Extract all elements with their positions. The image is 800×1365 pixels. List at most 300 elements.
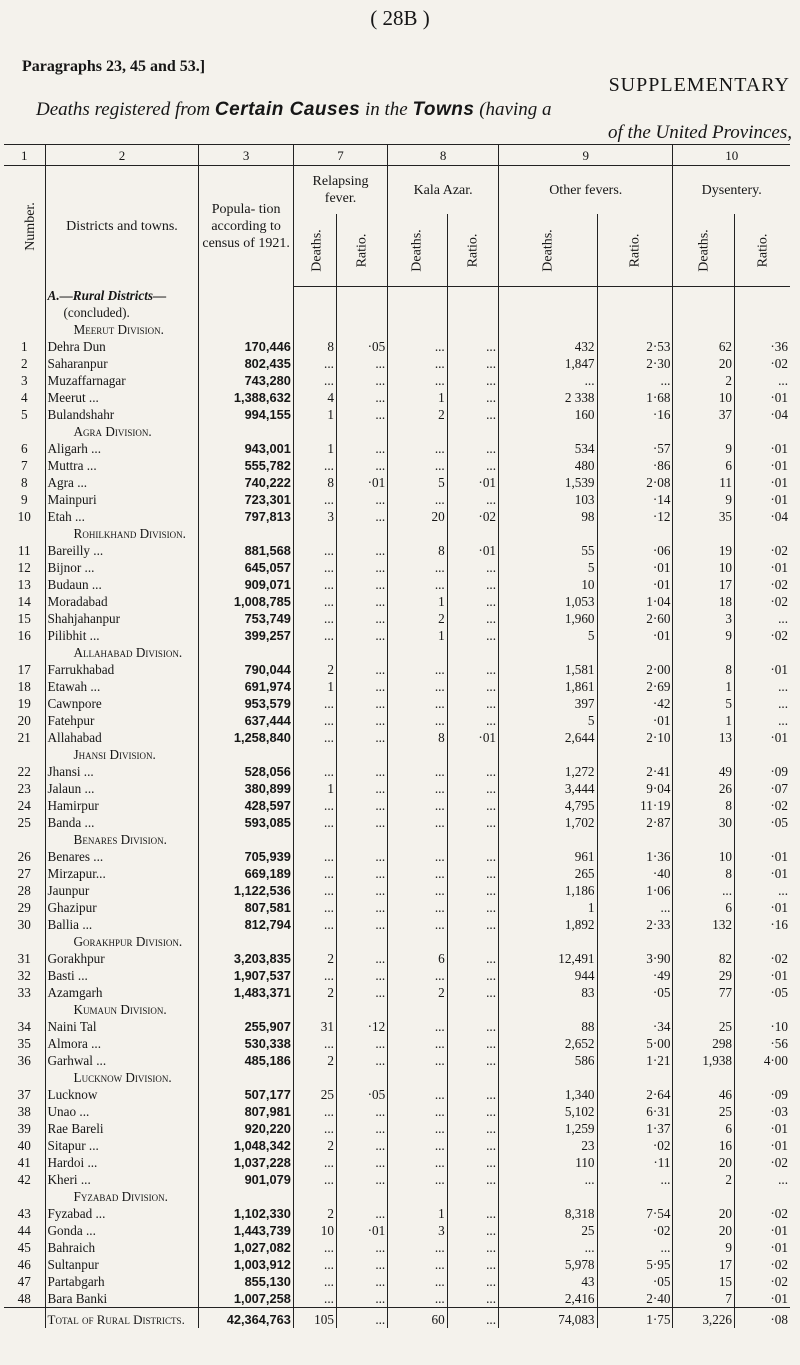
dysentery-ratio: ·07 <box>735 780 791 797</box>
other-fevers-ratio: ... <box>597 372 673 389</box>
dysentery-deaths: 1,938 <box>673 1052 735 1069</box>
dysentery-ratio: ... <box>735 372 791 389</box>
district-name: Cawnpore <box>45 695 199 712</box>
kala-azar-deaths: ... <box>388 848 448 865</box>
ratio-subheader: Ratio. <box>447 214 498 287</box>
kala-azar-deaths: ... <box>388 440 448 457</box>
table-row <box>4 984 790 1001</box>
dysentery-deaths: 10 <box>673 389 735 406</box>
relapsing-deaths: 2 <box>293 950 336 967</box>
dysentery-deaths: 1 <box>673 678 735 695</box>
row-number: 37 <box>17 1086 31 1102</box>
population: 953,579 <box>199 695 293 712</box>
kala-azar-deaths: ... <box>388 797 448 814</box>
district-name: Rae Bareli <box>45 1120 199 1137</box>
district-name: Pilibhit ... <box>45 627 199 644</box>
kala-azar-ratio: ·01 <box>447 729 498 746</box>
other-fevers-deaths: 961 <box>499 848 598 865</box>
kala-azar-deaths: 2 <box>388 610 448 627</box>
kala-azar-ratio: ... <box>447 797 498 814</box>
table-row <box>4 1239 790 1256</box>
kala-azar-ratio: ... <box>447 712 498 729</box>
relapsing-ratio: ... <box>336 1035 387 1052</box>
relapsing-ratio: ... <box>336 984 387 1001</box>
relapsing-ratio: ... <box>336 1239 387 1256</box>
kala-azar-ratio: ... <box>447 576 498 593</box>
dysentery-deaths: ... <box>673 882 735 899</box>
table-row <box>4 559 790 576</box>
ratio-subheader: Ratio. <box>597 214 673 287</box>
district-name: Basti ... <box>45 967 199 984</box>
relapsing-deaths: ... <box>293 763 336 780</box>
row-number: 16 <box>17 627 31 643</box>
column-number: 3 <box>199 145 293 166</box>
kala-azar-deaths: ... <box>388 780 448 797</box>
table-row <box>4 797 790 814</box>
population: 1,388,632 <box>199 389 293 406</box>
row-number <box>4 525 45 542</box>
other-fevers-ratio: ·40 <box>597 865 673 882</box>
other-fevers-deaths: 88 <box>499 1018 598 1035</box>
row-number: 48 <box>17 1290 31 1306</box>
dysentery-ratio: ·03 <box>735 1103 791 1120</box>
district-name: Dehra Dun <box>45 338 199 355</box>
relapsing-deaths: 8 <box>293 338 336 355</box>
relapsing-ratio: ... <box>336 355 387 372</box>
dysentery-deaths: 20 <box>673 1154 735 1171</box>
row-number <box>4 933 45 950</box>
kala-azar-deaths: ... <box>388 1018 448 1035</box>
other-fevers-ratio: 2·08 <box>597 474 673 491</box>
dysentery-ratio: ... <box>735 712 791 729</box>
dysentery-deaths: 49 <box>673 763 735 780</box>
dysentery-ratio: ·05 <box>735 984 791 1001</box>
dysentery-ratio: ·01 <box>735 559 791 576</box>
kala-azar-deaths: ... <box>388 695 448 712</box>
other-fevers-ratio: 2·33 <box>597 916 673 933</box>
relapsing-ratio: ... <box>336 389 387 406</box>
relapsing-ratio: ... <box>336 457 387 474</box>
other-fevers-ratio: 7·54 <box>597 1205 673 1222</box>
relapsing-ratio: ... <box>336 1120 387 1137</box>
table-row <box>4 899 790 916</box>
row-number: 26 <box>17 848 31 864</box>
relapsing-deaths: ... <box>293 1171 336 1188</box>
division-name: Jhansi Division. <box>45 746 199 763</box>
kala-azar-ratio: ... <box>447 848 498 865</box>
dysentery-ratio: ·01 <box>735 457 791 474</box>
other-fevers-ratio: ... <box>597 1171 673 1188</box>
row-number: 22 <box>17 763 31 779</box>
relapsing-ratio: ... <box>336 406 387 423</box>
relapsing-deaths: 2 <box>293 1052 336 1069</box>
dysentery-deaths: 29 <box>673 967 735 984</box>
row-number: 24 <box>17 797 31 813</box>
kala-azar-ratio: ... <box>447 1018 498 1035</box>
kala-azar-ratio: ... <box>447 1137 498 1154</box>
other-fevers-deaths: 2,652 <box>499 1035 598 1052</box>
dysentery-ratio: ·02 <box>735 593 791 610</box>
population: 1,003,912 <box>199 1256 293 1273</box>
population: 170,446 <box>199 338 293 355</box>
other-fevers-ratio: ·06 <box>597 542 673 559</box>
population: 743,280 <box>199 372 293 389</box>
other-fevers-ratio: 1·04 <box>597 593 673 610</box>
other-fevers-deaths: 397 <box>499 695 598 712</box>
row-number: 30 <box>17 916 31 932</box>
district-name: Shahjahanpur <box>45 610 199 627</box>
relapsing-ratio: ... <box>336 848 387 865</box>
other-fevers-ratio: ·34 <box>597 1018 673 1035</box>
kala-azar-ratio: ... <box>447 1052 498 1069</box>
dysentery-deaths: 18 <box>673 593 735 610</box>
dysentery-ratio: ·01 <box>735 1120 791 1137</box>
population: 901,079 <box>199 1171 293 1188</box>
relapsing-ratio: ... <box>336 508 387 525</box>
dysentery-header: Dysentery. <box>673 166 790 215</box>
dysentery-deaths: 37 <box>673 406 735 423</box>
relapsing-deaths: ... <box>293 576 336 593</box>
other-fevers-deaths: 2,416 <box>499 1290 598 1308</box>
row-number: 19 <box>17 695 31 711</box>
other-fevers-deaths: 10 <box>499 576 598 593</box>
other-fevers-ratio: 1·75 <box>597 1307 673 1328</box>
kala-azar-deaths: ... <box>388 916 448 933</box>
district-name: Budaun ... <box>45 576 199 593</box>
row-number: 7 <box>20 457 28 473</box>
division-name: Rohilkhand Division. <box>45 525 199 542</box>
other-fevers-deaths: 1,892 <box>499 916 598 933</box>
relapsing-ratio: ... <box>336 1103 387 1120</box>
kala-azar-ratio: ... <box>447 338 498 355</box>
table-row <box>4 610 790 627</box>
division-header-row <box>4 831 790 848</box>
relapsing-ratio: ... <box>336 950 387 967</box>
other-fevers-ratio: ·01 <box>597 627 673 644</box>
other-fevers-deaths: 5,102 <box>499 1103 598 1120</box>
dysentery-deaths: 35 <box>673 508 735 525</box>
division-header-row <box>4 1069 790 1086</box>
deaths-subheader: Deaths. <box>388 214 448 287</box>
other-fevers-deaths: 1,340 <box>499 1086 598 1103</box>
other-fevers-deaths: 4,795 <box>499 797 598 814</box>
dysentery-deaths: 10 <box>673 559 735 576</box>
district-name: Ballia ... <box>45 916 199 933</box>
other-fevers-deaths: 43 <box>499 1273 598 1290</box>
other-fevers-deaths: 1,272 <box>499 763 598 780</box>
district-name: Etah ... <box>45 508 199 525</box>
relapsing-ratio: ... <box>336 780 387 797</box>
district-name: Bara Banki <box>45 1290 199 1308</box>
relapsing-ratio: ·01 <box>336 474 387 491</box>
other-fevers-deaths: 1,861 <box>499 678 598 695</box>
dysentery-ratio: ·09 <box>735 1086 791 1103</box>
row-number: 34 <box>17 1018 31 1034</box>
dysentery-ratio: ·56 <box>735 1035 791 1052</box>
other-fevers-deaths: 2 338 <box>499 389 598 406</box>
dysentery-deaths: 25 <box>673 1018 735 1035</box>
population: 723,301 <box>199 491 293 508</box>
other-fevers-deaths: 98 <box>499 508 598 525</box>
population: 645,057 <box>199 559 293 576</box>
population: 807,981 <box>199 1103 293 1120</box>
dysentery-deaths: 1 <box>673 712 735 729</box>
kala-azar-deaths: ... <box>388 1239 448 1256</box>
relapsing-deaths: ... <box>293 1154 336 1171</box>
other-fevers-deaths: ... <box>499 372 598 389</box>
kala-azar-ratio: ... <box>447 457 498 474</box>
kala-azar-ratio: ... <box>447 1154 498 1171</box>
district-name: Ghazipur <box>45 899 199 916</box>
table-row <box>4 389 790 406</box>
dysentery-ratio: 4·00 <box>735 1052 791 1069</box>
kala-azar-ratio: ... <box>447 899 498 916</box>
district-name: Garhwal ... <box>45 1052 199 1069</box>
row-number: 45 <box>17 1239 31 1255</box>
relapsing-ratio: ... <box>336 610 387 627</box>
population: 637,444 <box>199 712 293 729</box>
relapsing-deaths: ... <box>293 457 336 474</box>
division-name: Kumaun Division. <box>45 1001 199 1018</box>
kala-azar-ratio: ... <box>447 559 498 576</box>
ratio-subheader: Ratio. <box>336 214 387 287</box>
kala-azar-ratio: ·01 <box>447 474 498 491</box>
dysentery-deaths: 30 <box>673 814 735 831</box>
district-name: Muzaffarnagar <box>45 372 199 389</box>
other-fevers-deaths: 103 <box>499 491 598 508</box>
district-name: Mainpuri <box>45 491 199 508</box>
kala-azar-deaths: ... <box>388 661 448 678</box>
district-name: Agra ... <box>45 474 199 491</box>
population: 42,364,763 <box>199 1307 293 1328</box>
dysentery-ratio: ·01 <box>735 1137 791 1154</box>
dysentery-ratio: ... <box>735 882 791 899</box>
kala-azar-deaths: ... <box>388 1171 448 1188</box>
kala-azar-ratio: ... <box>447 984 498 1001</box>
other-fevers-deaths: ... <box>499 1171 598 1188</box>
other-fevers-deaths: 5 <box>499 559 598 576</box>
other-fevers-ratio: 2·64 <box>597 1086 673 1103</box>
table-row <box>4 1256 790 1273</box>
relapsing-deaths: ... <box>293 1256 336 1273</box>
dysentery-deaths: 20 <box>673 355 735 372</box>
division-header-row <box>4 525 790 542</box>
population: 1,037,228 <box>199 1154 293 1171</box>
population: 943,001 <box>199 440 293 457</box>
relapsing-deaths: ... <box>293 627 336 644</box>
kala-azar-deaths: ... <box>388 1137 448 1154</box>
other-fevers-deaths: 1,960 <box>499 610 598 627</box>
district-name: Saharanpur <box>45 355 199 372</box>
population: 797,813 <box>199 508 293 525</box>
other-fevers-ratio: 5·95 <box>597 1256 673 1273</box>
deaths-subheader: Deaths. <box>673 214 735 287</box>
dysentery-ratio: ·05 <box>735 814 791 831</box>
relapsing-deaths: ... <box>293 1239 336 1256</box>
population: 994,155 <box>199 406 293 423</box>
dysentery-deaths: 132 <box>673 916 735 933</box>
other-fevers-ratio: 2·00 <box>597 661 673 678</box>
kala-azar-ratio: ·01 <box>447 542 498 559</box>
other-fevers-ratio: 2·69 <box>597 678 673 695</box>
dysentery-deaths: 3 <box>673 610 735 627</box>
dysentery-ratio: ·02 <box>735 542 791 559</box>
other-fevers-deaths: 8,318 <box>499 1205 598 1222</box>
row-number: 15 <box>17 610 31 626</box>
kala-azar-deaths: 5 <box>388 474 448 491</box>
other-fevers-ratio: ·12 <box>597 508 673 525</box>
kala-azar-deaths: 2 <box>388 984 448 1001</box>
dysentery-ratio: ·02 <box>735 1256 791 1273</box>
district-name: Allahabad <box>45 729 199 746</box>
column-number-row <box>4 145 790 166</box>
relapsing-ratio: ·01 <box>336 1222 387 1239</box>
other-fevers-deaths: 432 <box>499 338 598 355</box>
relapsing-deaths: 10 <box>293 1222 336 1239</box>
number-header: Number. <box>22 201 38 251</box>
relapsing-deaths: ... <box>293 916 336 933</box>
row-number: 42 <box>17 1171 31 1187</box>
dysentery-ratio: ·02 <box>735 1273 791 1290</box>
kala-azar-ratio: ... <box>447 372 498 389</box>
other-fevers-deaths: 5 <box>499 712 598 729</box>
population: 1,048,342 <box>199 1137 293 1154</box>
district-name: Jhansi ... <box>45 763 199 780</box>
table-row <box>4 627 790 644</box>
population: 812,794 <box>199 916 293 933</box>
other-fevers-deaths: 1 <box>499 899 598 916</box>
table-row <box>4 763 790 780</box>
table-row <box>4 1035 790 1052</box>
kala-azar-ratio: ... <box>447 950 498 967</box>
relapsing-ratio: ... <box>336 1273 387 1290</box>
population: 740,222 <box>199 474 293 491</box>
relapsing-ratio: ... <box>336 627 387 644</box>
column-number: 1 <box>4 145 45 166</box>
table-row <box>4 474 790 491</box>
division-header-row <box>4 321 790 338</box>
dysentery-ratio: ·01 <box>735 491 791 508</box>
row-number: 3 <box>20 372 28 388</box>
table-row <box>4 950 790 967</box>
row-number <box>4 831 45 848</box>
population: 1,007,258 <box>199 1290 293 1308</box>
relapsing-ratio: ... <box>336 967 387 984</box>
page-number: ( 28B ) <box>370 6 430 30</box>
population: 593,085 <box>199 814 293 831</box>
kala-azar-deaths: 20 <box>388 508 448 525</box>
section-header-row <box>4 287 790 304</box>
other-fevers-ratio: 1·36 <box>597 848 673 865</box>
kala-azar-deaths: 1 <box>388 1205 448 1222</box>
dysentery-deaths: 5 <box>673 695 735 712</box>
row-number: 20 <box>17 712 31 728</box>
table-row <box>4 1154 790 1171</box>
table-row <box>4 372 790 389</box>
dysentery-ratio: ... <box>735 1171 791 1188</box>
other-fevers-deaths: 25 <box>499 1222 598 1239</box>
division-header-row <box>4 933 790 950</box>
other-fevers-ratio: ·02 <box>597 1137 673 1154</box>
dysentery-deaths: 26 <box>673 780 735 797</box>
dysentery-ratio: ·01 <box>735 440 791 457</box>
row-number: 44 <box>17 1222 31 1238</box>
other-fevers-deaths: 55 <box>499 542 598 559</box>
district-name: Kheri ... <box>45 1171 199 1188</box>
relapsing-ratio: ... <box>336 1154 387 1171</box>
relapsing-deaths: ... <box>293 559 336 576</box>
kala-azar-ratio: ... <box>447 1256 498 1273</box>
relapsing-deaths: ... <box>293 491 336 508</box>
relapsing-deaths: 31 <box>293 1018 336 1035</box>
division-name: Gorakhpur Division. <box>45 933 199 950</box>
dysentery-ratio: ... <box>735 610 791 627</box>
kala-azar-deaths: ... <box>388 1120 448 1137</box>
row-number: 43 <box>17 1205 31 1221</box>
kala-azar-deaths: ... <box>388 1052 448 1069</box>
other-fevers-ratio: 1·21 <box>597 1052 673 1069</box>
district-name: Jalaun ... <box>45 780 199 797</box>
dysentery-deaths: 2 <box>673 1171 735 1188</box>
population: 920,220 <box>199 1120 293 1137</box>
population-header: Popula- tion according to census of 1921. <box>199 166 293 287</box>
district-name: Moradabad <box>45 593 199 610</box>
row-number: 10 <box>17 508 31 524</box>
population: 855,130 <box>199 1273 293 1290</box>
relapsing-deaths: ... <box>293 1103 336 1120</box>
dysentery-deaths: 16 <box>673 1137 735 1154</box>
kala-azar-deaths: ... <box>388 1103 448 1120</box>
table-row <box>4 780 790 797</box>
kala-azar-ratio: ... <box>447 1086 498 1103</box>
row-number: 32 <box>17 967 31 983</box>
other-fevers-header: Other fevers. <box>499 166 673 215</box>
population: 507,177 <box>199 1086 293 1103</box>
kala-azar-deaths: ... <box>388 967 448 984</box>
other-fevers-ratio: ·86 <box>597 457 673 474</box>
other-fevers-deaths: 1,847 <box>499 355 598 372</box>
relapsing-deaths: ... <box>293 1120 336 1137</box>
paragraphs-reference: Paragraphs 23, 45 and 53.] <box>22 58 206 75</box>
deaths-subheader: Deaths. <box>499 214 598 287</box>
dysentery-ratio: ·09 <box>735 763 791 780</box>
relapsing-deaths: 2 <box>293 984 336 1001</box>
dysentery-ratio: ·10 <box>735 1018 791 1035</box>
relapsing-deaths: 2 <box>293 1137 336 1154</box>
kala-azar-ratio: ... <box>447 491 498 508</box>
relapsing-deaths: ... <box>293 610 336 627</box>
district-name: Naini Tal <box>45 1018 199 1035</box>
kala-azar-deaths: ... <box>388 1290 448 1308</box>
kala-azar-ratio: ... <box>447 610 498 627</box>
dysentery-deaths: 8 <box>673 865 735 882</box>
other-fevers-deaths: 1,702 <box>499 814 598 831</box>
district-name: Etawah ... <box>45 678 199 695</box>
row-number <box>4 1069 45 1086</box>
row-number <box>4 1001 45 1018</box>
dysentery-ratio: ·01 <box>735 729 791 746</box>
other-fevers-deaths: 2,644 <box>499 729 598 746</box>
row-number: 8 <box>20 474 28 490</box>
table-row <box>4 848 790 865</box>
district-name: Gorakhpur <box>45 950 199 967</box>
relapsing-ratio: ... <box>336 372 387 389</box>
table-row <box>4 1103 790 1120</box>
district-name: Hardoi ... <box>45 1154 199 1171</box>
kala-azar-deaths: 6 <box>388 950 448 967</box>
other-fevers-ratio: 1·37 <box>597 1120 673 1137</box>
dysentery-deaths: 3,226 <box>673 1307 735 1328</box>
